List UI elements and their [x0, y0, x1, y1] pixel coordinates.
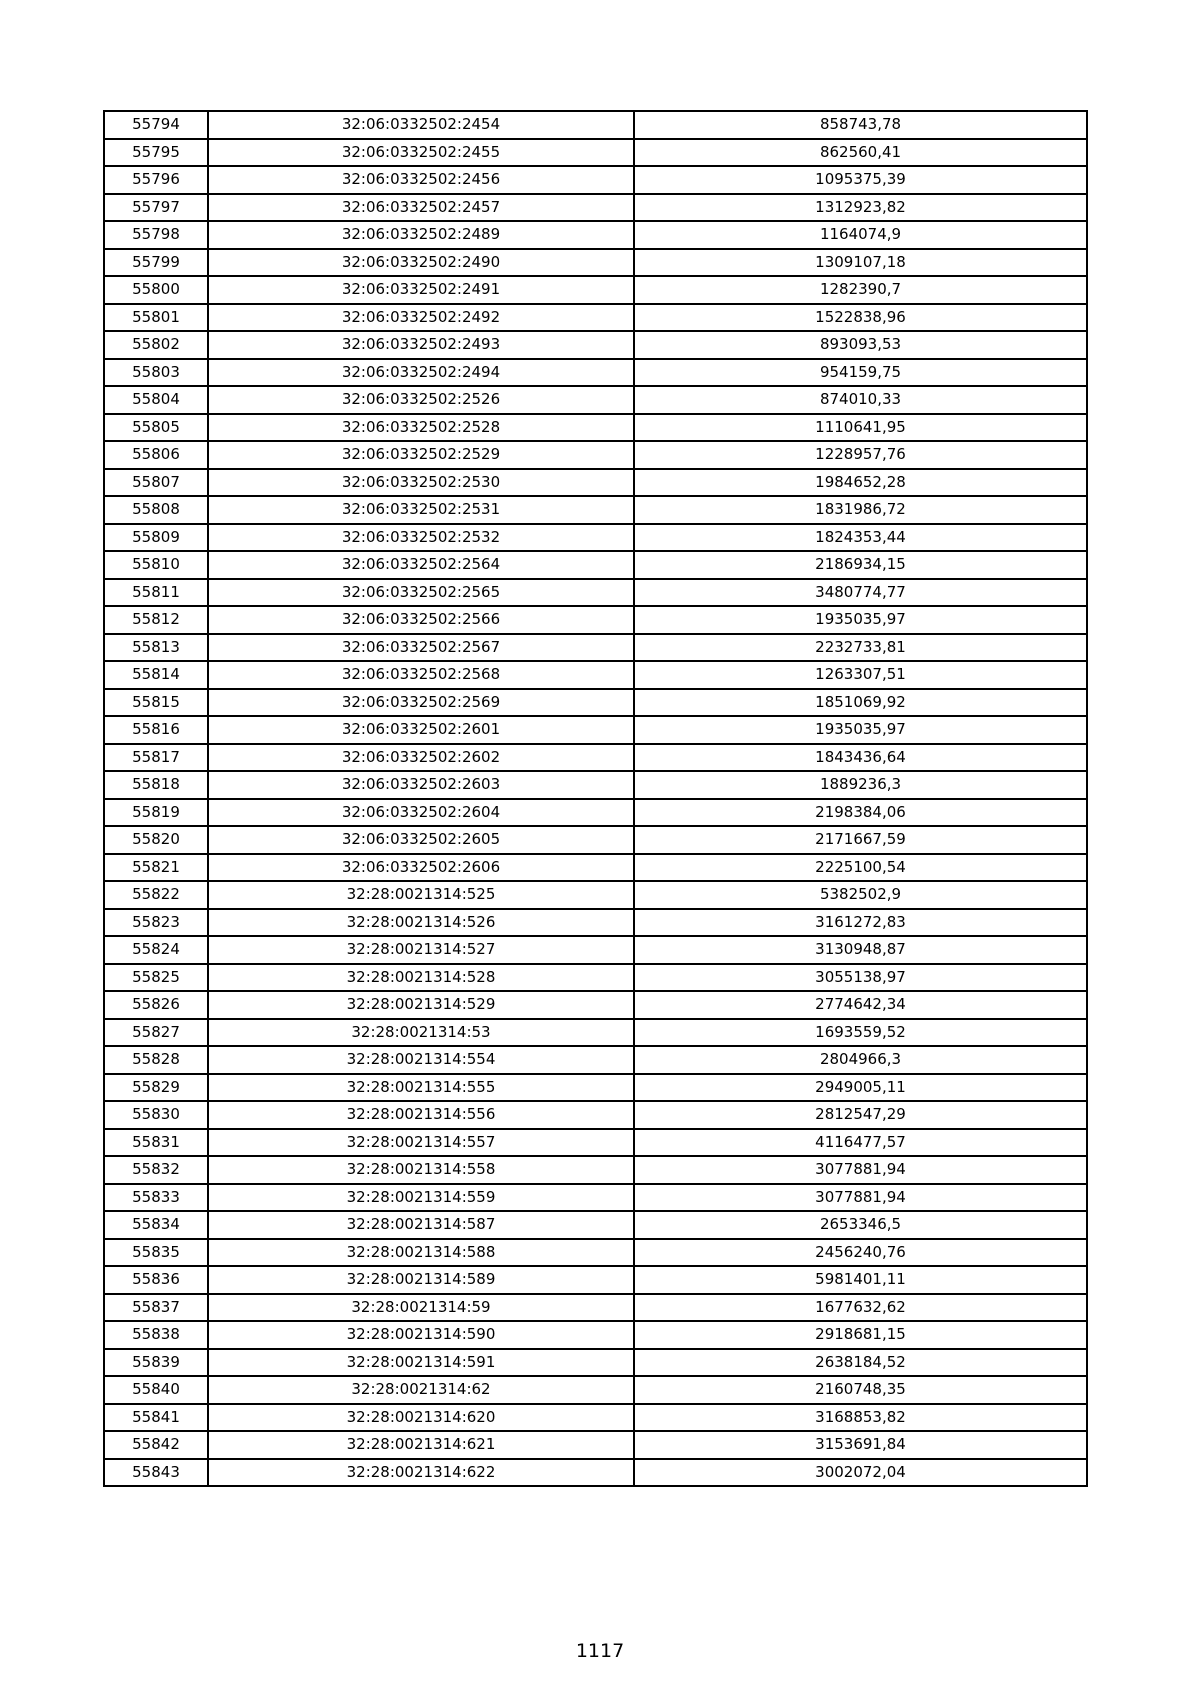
cadastral-number-cell: 32:06:0332502:2604 — [208, 799, 634, 827]
row-number-cell: 55826 — [104, 991, 208, 1019]
table-row — [104, 139, 1087, 167]
value-cell: 1677632,62 — [634, 1294, 1087, 1322]
cadastral-number-cell: 32:28:0021314:62 — [208, 1376, 634, 1404]
cadastral-number-cell: 32:06:0332502:2454 — [208, 111, 634, 139]
row-number-cell: 55828 — [104, 1046, 208, 1074]
table-row — [104, 854, 1087, 882]
cadastral-number-cell: 32:28:0021314:590 — [208, 1321, 634, 1349]
cadastral-number-cell: 32:28:0021314:588 — [208, 1239, 634, 1267]
cadastral-number-cell: 32:06:0332502:2531 — [208, 496, 634, 524]
value-cell: 1309107,18 — [634, 249, 1087, 277]
row-number-cell: 55820 — [104, 826, 208, 854]
row-number-cell: 55800 — [104, 276, 208, 304]
cadastral-number-cell: 32:28:0021314:557 — [208, 1129, 634, 1157]
row-number-cell: 55821 — [104, 854, 208, 882]
cadastral-number-cell: 32:06:0332502:2493 — [208, 331, 634, 359]
table-row — [104, 744, 1087, 772]
table-row — [104, 606, 1087, 634]
table-row — [104, 1349, 1087, 1377]
cadastral-value-table — [103, 110, 1088, 1487]
row-number-cell: 55797 — [104, 194, 208, 222]
table-row — [104, 1431, 1087, 1459]
row-number-cell: 55825 — [104, 964, 208, 992]
value-cell: 4116477,57 — [634, 1129, 1087, 1157]
row-number-cell: 55809 — [104, 524, 208, 552]
cadastral-number-cell: 32:06:0332502:2606 — [208, 854, 634, 882]
row-number-cell: 55819 — [104, 799, 208, 827]
table-row — [104, 771, 1087, 799]
value-cell: 1984652,28 — [634, 469, 1087, 497]
cadastral-number-cell: 32:28:0021314:526 — [208, 909, 634, 937]
value-cell: 2804966,3 — [634, 1046, 1087, 1074]
value-cell: 3153691,84 — [634, 1431, 1087, 1459]
cadastral-number-cell: 32:06:0332502:2457 — [208, 194, 634, 222]
row-number-cell: 55824 — [104, 936, 208, 964]
cadastral-number-cell: 32:06:0332502:2491 — [208, 276, 634, 304]
table-body — [104, 111, 1087, 1486]
cadastral-number-cell: 32:28:0021314:587 — [208, 1211, 634, 1239]
value-cell: 862560,41 — [634, 139, 1087, 167]
cadastral-number-cell: 32:28:0021314:529 — [208, 991, 634, 1019]
cadastral-number-cell: 32:06:0332502:2566 — [208, 606, 634, 634]
table-row — [104, 1019, 1087, 1047]
row-number-cell: 55834 — [104, 1211, 208, 1239]
value-cell: 2171667,59 — [634, 826, 1087, 854]
value-cell: 1312923,82 — [634, 194, 1087, 222]
table-row — [104, 1211, 1087, 1239]
table-row — [104, 1294, 1087, 1322]
cadastral-number-cell: 32:06:0332502:2532 — [208, 524, 634, 552]
row-number-cell: 55808 — [104, 496, 208, 524]
value-cell: 2225100,54 — [634, 854, 1087, 882]
value-cell: 3077881,94 — [634, 1184, 1087, 1212]
cadastral-number-cell: 32:06:0332502:2601 — [208, 716, 634, 744]
table-row — [104, 304, 1087, 332]
row-number-cell: 55805 — [104, 414, 208, 442]
value-cell: 2774642,34 — [634, 991, 1087, 1019]
value-cell: 858743,78 — [634, 111, 1087, 139]
row-number-cell: 55813 — [104, 634, 208, 662]
cadastral-number-cell: 32:06:0332502:2565 — [208, 579, 634, 607]
value-cell: 1935035,97 — [634, 716, 1087, 744]
table-row — [104, 1074, 1087, 1102]
row-number-cell: 55838 — [104, 1321, 208, 1349]
table-row — [104, 1239, 1087, 1267]
table-row — [104, 1156, 1087, 1184]
table-row — [104, 689, 1087, 717]
value-cell: 3077881,94 — [634, 1156, 1087, 1184]
value-cell: 2812547,29 — [634, 1101, 1087, 1129]
row-number-cell: 55843 — [104, 1459, 208, 1487]
value-cell: 3161272,83 — [634, 909, 1087, 937]
value-cell: 1831986,72 — [634, 496, 1087, 524]
page-number: 1117 — [575, 1640, 625, 1662]
value-cell: 3168853,82 — [634, 1404, 1087, 1432]
cadastral-number-cell: 32:06:0332502:2564 — [208, 551, 634, 579]
table-row — [104, 716, 1087, 744]
value-cell: 1228957,76 — [634, 441, 1087, 469]
table-row — [104, 276, 1087, 304]
cadastral-number-cell: 32:28:0021314:558 — [208, 1156, 634, 1184]
cadastral-number-cell: 32:06:0332502:2567 — [208, 634, 634, 662]
row-number-cell: 55835 — [104, 1239, 208, 1267]
cadastral-number-cell: 32:28:0021314:528 — [208, 964, 634, 992]
value-cell: 1110641,95 — [634, 414, 1087, 442]
table-row — [104, 221, 1087, 249]
cadastral-number-cell: 32:06:0332502:2456 — [208, 166, 634, 194]
table-row — [104, 111, 1087, 139]
table-row — [104, 936, 1087, 964]
value-cell: 2638184,52 — [634, 1349, 1087, 1377]
table-row — [104, 166, 1087, 194]
table-row — [104, 909, 1087, 937]
row-number-cell: 55839 — [104, 1349, 208, 1377]
value-cell: 3002072,04 — [634, 1459, 1087, 1487]
value-cell: 3480774,77 — [634, 579, 1087, 607]
table-row — [104, 579, 1087, 607]
cadastral-number-cell: 32:06:0332502:2569 — [208, 689, 634, 717]
table-row — [104, 881, 1087, 909]
table-row — [104, 1321, 1087, 1349]
table-row — [104, 1459, 1087, 1487]
table-row — [104, 551, 1087, 579]
row-number-cell: 55798 — [104, 221, 208, 249]
value-cell: 2232733,81 — [634, 634, 1087, 662]
cadastral-number-cell: 32:28:0021314:527 — [208, 936, 634, 964]
cadastral-number-cell: 32:06:0332502:2568 — [208, 661, 634, 689]
row-number-cell: 55806 — [104, 441, 208, 469]
value-cell: 3055138,97 — [634, 964, 1087, 992]
table-row — [104, 249, 1087, 277]
cadastral-number-cell: 32:28:0021314:554 — [208, 1046, 634, 1074]
row-number-cell: 55812 — [104, 606, 208, 634]
cadastral-number-cell: 32:06:0332502:2603 — [208, 771, 634, 799]
row-number-cell: 55837 — [104, 1294, 208, 1322]
cadastral-number-cell: 32:06:0332502:2489 — [208, 221, 634, 249]
cadastral-number-cell: 32:06:0332502:2602 — [208, 744, 634, 772]
row-number-cell: 55840 — [104, 1376, 208, 1404]
value-cell: 5382502,9 — [634, 881, 1087, 909]
table-row — [104, 524, 1087, 552]
value-cell: 2456240,76 — [634, 1239, 1087, 1267]
value-cell: 2949005,11 — [634, 1074, 1087, 1102]
value-cell: 1095375,39 — [634, 166, 1087, 194]
cadastral-number-cell: 32:06:0332502:2490 — [208, 249, 634, 277]
cadastral-number-cell: 32:28:0021314:620 — [208, 1404, 634, 1432]
row-number-cell: 55802 — [104, 331, 208, 359]
row-number-cell: 55829 — [104, 1074, 208, 1102]
value-cell: 1935035,97 — [634, 606, 1087, 634]
table-row — [104, 1376, 1087, 1404]
cadastral-number-cell: 32:06:0332502:2494 — [208, 359, 634, 387]
table-row — [104, 1184, 1087, 1212]
table-row — [104, 826, 1087, 854]
value-cell: 1843436,64 — [634, 744, 1087, 772]
cadastral-number-cell: 32:06:0332502:2530 — [208, 469, 634, 497]
row-number-cell: 55842 — [104, 1431, 208, 1459]
value-cell: 1693559,52 — [634, 1019, 1087, 1047]
value-cell: 2160748,35 — [634, 1376, 1087, 1404]
cadastral-number-cell: 32:06:0332502:2526 — [208, 386, 634, 414]
table-row — [104, 386, 1087, 414]
row-number-cell: 55801 — [104, 304, 208, 332]
row-number-cell: 55807 — [104, 469, 208, 497]
cadastral-number-cell: 32:28:0021314:559 — [208, 1184, 634, 1212]
value-cell: 1522838,96 — [634, 304, 1087, 332]
value-cell: 2186934,15 — [634, 551, 1087, 579]
row-number-cell: 55831 — [104, 1129, 208, 1157]
cadastral-number-cell: 32:28:0021314:53 — [208, 1019, 634, 1047]
row-number-cell: 55841 — [104, 1404, 208, 1432]
row-number-cell: 55822 — [104, 881, 208, 909]
value-cell: 1824353,44 — [634, 524, 1087, 552]
row-number-cell: 55836 — [104, 1266, 208, 1294]
table-row — [104, 1266, 1087, 1294]
cadastral-number-cell: 32:06:0332502:2529 — [208, 441, 634, 469]
row-number-cell: 55823 — [104, 909, 208, 937]
row-number-cell: 55833 — [104, 1184, 208, 1212]
table-row — [104, 194, 1087, 222]
value-cell: 893093,53 — [634, 331, 1087, 359]
value-cell: 2198384,06 — [634, 799, 1087, 827]
cadastral-number-cell: 32:28:0021314:589 — [208, 1266, 634, 1294]
value-cell: 1851069,92 — [634, 689, 1087, 717]
row-number-cell: 55816 — [104, 716, 208, 744]
cadastral-number-cell: 32:06:0332502:2528 — [208, 414, 634, 442]
table-row — [104, 634, 1087, 662]
row-number-cell: 55799 — [104, 249, 208, 277]
table-row — [104, 359, 1087, 387]
cadastral-number-cell: 32:06:0332502:2455 — [208, 139, 634, 167]
table-row — [104, 1404, 1087, 1432]
cadastral-number-cell: 32:28:0021314:555 — [208, 1074, 634, 1102]
row-number-cell: 55830 — [104, 1101, 208, 1129]
value-cell: 2653346,5 — [634, 1211, 1087, 1239]
row-number-cell: 55794 — [104, 111, 208, 139]
table-row — [104, 799, 1087, 827]
table-row — [104, 331, 1087, 359]
cadastral-number-cell: 32:28:0021314:525 — [208, 881, 634, 909]
row-number-cell: 55811 — [104, 579, 208, 607]
table-row — [104, 1101, 1087, 1129]
value-cell: 1263307,51 — [634, 661, 1087, 689]
row-number-cell: 55815 — [104, 689, 208, 717]
row-number-cell: 55804 — [104, 386, 208, 414]
cadastral-number-cell: 32:28:0021314:621 — [208, 1431, 634, 1459]
value-cell: 3130948,87 — [634, 936, 1087, 964]
cadastral-number-cell: 32:28:0021314:591 — [208, 1349, 634, 1377]
table-row — [104, 1046, 1087, 1074]
row-number-cell: 55818 — [104, 771, 208, 799]
cadastral-number-cell: 32:06:0332502:2605 — [208, 826, 634, 854]
row-number-cell: 55796 — [104, 166, 208, 194]
value-cell: 1282390,7 — [634, 276, 1087, 304]
table-row — [104, 991, 1087, 1019]
table-row — [104, 1129, 1087, 1157]
row-number-cell: 55803 — [104, 359, 208, 387]
value-cell: 954159,75 — [634, 359, 1087, 387]
row-number-cell: 55810 — [104, 551, 208, 579]
cadastral-number-cell: 32:28:0021314:622 — [208, 1459, 634, 1487]
row-number-cell: 55795 — [104, 139, 208, 167]
value-cell: 874010,33 — [634, 386, 1087, 414]
value-cell: 5981401,11 — [634, 1266, 1087, 1294]
table-row — [104, 469, 1087, 497]
value-cell: 1889236,3 — [634, 771, 1087, 799]
row-number-cell: 55817 — [104, 744, 208, 772]
row-number-cell: 55832 — [104, 1156, 208, 1184]
table-row — [104, 964, 1087, 992]
table-row — [104, 414, 1087, 442]
row-number-cell: 55827 — [104, 1019, 208, 1047]
table-row — [104, 661, 1087, 689]
cadastral-number-cell: 32:28:0021314:59 — [208, 1294, 634, 1322]
row-number-cell: 55814 — [104, 661, 208, 689]
table-row — [104, 496, 1087, 524]
table-row — [104, 441, 1087, 469]
value-cell: 2918681,15 — [634, 1321, 1087, 1349]
value-cell: 1164074,9 — [634, 221, 1087, 249]
cadastral-number-cell: 32:06:0332502:2492 — [208, 304, 634, 332]
cadastral-number-cell: 32:28:0021314:556 — [208, 1101, 634, 1129]
